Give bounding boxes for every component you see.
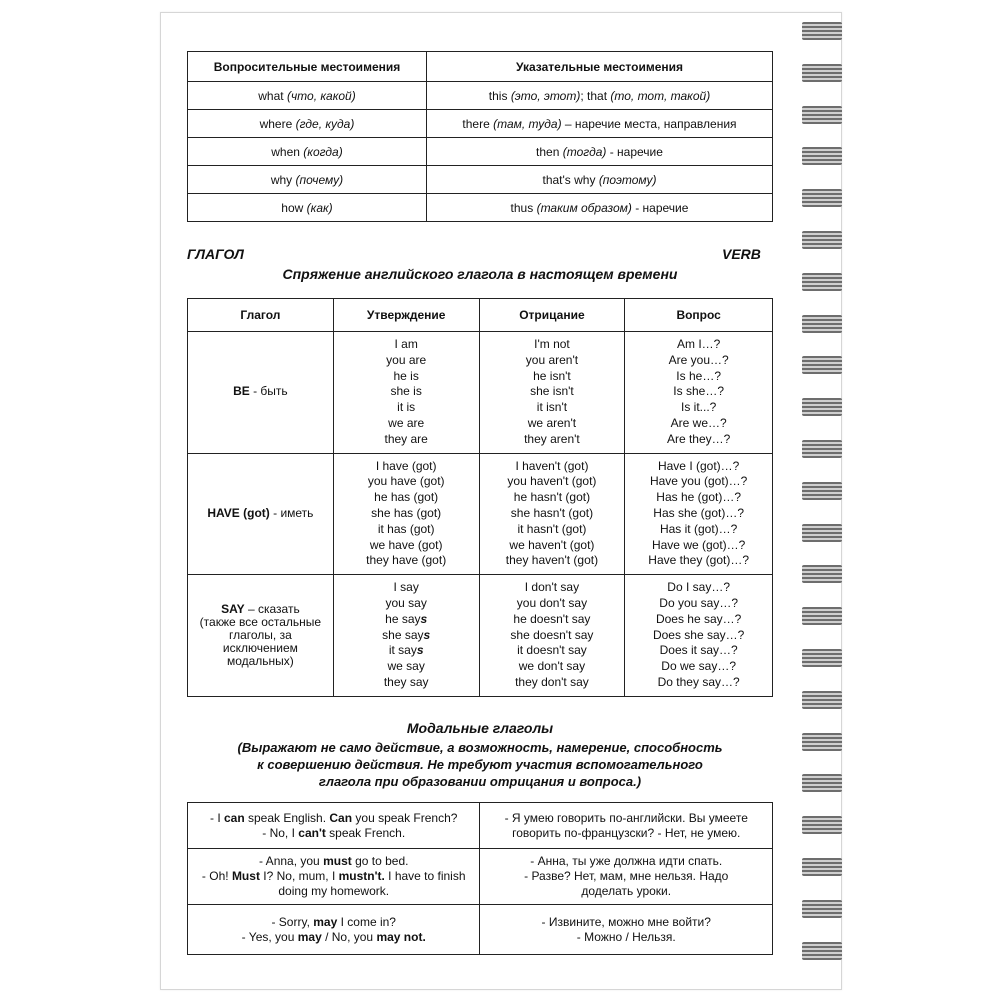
- conjugation-form: Does he say…?: [655, 611, 742, 626]
- demonstrative-cell: then (тогда) - наречие: [426, 138, 772, 166]
- conjugation-form: Have you (got)…?: [649, 474, 748, 489]
- question-cell: [625, 453, 773, 575]
- conjugation-form: Are they…?: [666, 431, 731, 446]
- header-interrogative: Вопросительные местоимения: [188, 52, 427, 82]
- interrogative-cell: where (где, куда): [188, 110, 427, 138]
- negative-cell: [479, 575, 625, 697]
- conjugation-form: Do I say…?: [667, 580, 730, 595]
- conjugation-form: I say: [393, 580, 419, 595]
- conjugation-form: Has it (got)…?: [659, 521, 738, 536]
- conjugation-form: they have (got): [366, 553, 447, 568]
- conjugation-form: it hasn't (got): [517, 521, 587, 536]
- header-demonstrative: Указательные местоимения: [426, 52, 772, 82]
- spiral-binding: [802, 22, 842, 982]
- spiral-coil: [802, 398, 842, 416]
- table-row: [188, 194, 773, 222]
- spiral-coil: [802, 524, 842, 542]
- conjugation-form: I have (got): [375, 458, 437, 473]
- conjugation-form: we are: [388, 415, 425, 430]
- table-row: [188, 905, 773, 955]
- conjugation-form: you say: [385, 595, 427, 610]
- conjugation-form: they aren't: [524, 431, 580, 446]
- conjugation-form: she says: [382, 627, 431, 642]
- spiral-coil: [802, 942, 842, 960]
- conjugation-form: they are: [384, 431, 428, 446]
- spiral-coil: [802, 356, 842, 374]
- conjugation-form: she hasn't (got): [510, 505, 594, 520]
- conjugation-form: Am I…?: [676, 337, 721, 351]
- conjugation-form: we aren't: [527, 415, 577, 430]
- conjugation-form: Do they say…?: [657, 674, 740, 689]
- conjugation-form: Have we (got)…?: [651, 537, 746, 552]
- modal-verbs-title: Модальные глаголы: [406, 720, 554, 736]
- table-row: [188, 849, 773, 905]
- conjugation-form: I am: [394, 337, 418, 351]
- spiral-coil: [802, 607, 842, 625]
- conjugation-form: I don't say: [524, 580, 580, 595]
- spiral-coil: [802, 482, 842, 500]
- conjugation-form: I haven't (got): [515, 458, 589, 473]
- conjugation-form: it doesn't say: [517, 643, 587, 658]
- table-row-say: [188, 575, 773, 697]
- header-question: Вопрос: [625, 299, 773, 332]
- section-title-ru: ГЛАГОЛ: [187, 246, 244, 262]
- conjugation-form: they don't say: [515, 674, 589, 689]
- conjugation-form: it is: [397, 400, 416, 415]
- section-subtitle: Спряжение английского глагола в настоящем времени: [282, 266, 678, 282]
- spiral-coil: [802, 900, 842, 918]
- interrogative-cell: what (что, какой): [188, 82, 427, 110]
- table-row-have: [188, 453, 773, 575]
- conjugation-form: we say: [387, 659, 425, 674]
- conjugation-form: they haven't (got): [505, 553, 599, 568]
- conjugation-table: [187, 298, 773, 697]
- table-row: [188, 138, 773, 166]
- negative-cell: [479, 332, 625, 454]
- conjugation-form: Have I (got)…?: [657, 458, 740, 473]
- header-negative: Отрицание: [479, 299, 625, 332]
- conjugation-form: we have (got): [369, 537, 443, 552]
- conjugation-form: Has he (got)…?: [656, 490, 741, 505]
- conjugation-form: Are we…?: [670, 415, 727, 430]
- affirmative-cell: [333, 453, 479, 575]
- negative-cell: [479, 453, 625, 575]
- conjugation-form: Does it say…?: [659, 643, 738, 658]
- spiral-coil: [802, 231, 842, 249]
- table-header-row: [188, 52, 773, 82]
- conjugation-form: Have they (got)…?: [648, 553, 750, 568]
- spiral-coil: [802, 816, 842, 834]
- interrogative-cell: how (как): [188, 194, 427, 222]
- spiral-coil: [802, 189, 842, 207]
- affirmative-cell: [333, 575, 479, 697]
- conjugation-form: Has she (got)…?: [653, 505, 744, 520]
- conjugation-form: she has (got): [371, 505, 442, 520]
- conjugation-form: Is he…?: [676, 368, 721, 383]
- russian-translation-cell: - Я умею говорить по-английски. Вы умеете говорить по-французски? - Нет, не умею.: [480, 803, 773, 849]
- conjugation-form: you have (got): [367, 474, 445, 489]
- modal-verbs-description: (Выражают не само действие, а возможность, намерение, способность к совершению действия. Не требуют участия вспомогательного глагола при образовании отрицания и вопроса.): [237, 740, 723, 789]
- table-row: [188, 82, 773, 110]
- table-header-row: [188, 299, 773, 332]
- modal-examples-table: [187, 802, 773, 955]
- spiral-coil: [802, 64, 842, 82]
- russian-translation-cell: - Анна, ты уже должна идти спать. - Разве? Нет, мам, мне нельзя. Надо доделать уроки.: [480, 849, 773, 905]
- section-title-en: VERB: [722, 246, 761, 262]
- spiral-coil: [802, 565, 842, 583]
- conjugation-form: Is it...?: [680, 400, 717, 415]
- spiral-coil: [802, 106, 842, 124]
- russian-translation-cell: - Извините, можно мне войти? - Можно / Нельзя.: [480, 905, 773, 955]
- conjugation-form: we haven't (got): [509, 537, 595, 552]
- conjugation-form: I'm not: [534, 337, 570, 351]
- english-example-cell: - Anna, you must go to bed. - Oh! Must I? No, mum, I mustn't. I have to finish doing my homework.: [188, 849, 480, 905]
- verb-cell: BE - быть: [188, 332, 334, 454]
- conjugation-form: it has (got): [377, 521, 435, 536]
- header-affirmative: Утверждение: [333, 299, 479, 332]
- table-row: [188, 166, 773, 194]
- demonstrative-cell: this (это, этот); that (то, тот, такой): [426, 82, 772, 110]
- header-verb: Глагол: [188, 299, 334, 332]
- spiral-coil: [802, 733, 842, 751]
- spiral-coil: [802, 273, 842, 291]
- conjugation-form: you don't say: [516, 595, 588, 610]
- conjugation-form: she doesn't say: [510, 627, 594, 642]
- conjugation-form: he is: [393, 368, 419, 383]
- table-row-be: [188, 332, 773, 454]
- verb-cell: SAY – сказать (также все остальные глаголы, за исключением модальных): [188, 575, 334, 697]
- table-row: [188, 110, 773, 138]
- conjugation-form: he isn't: [533, 368, 571, 383]
- conjugation-form: he hasn't (got): [513, 490, 591, 505]
- conjugation-form: it isn't: [536, 400, 568, 415]
- conjugation-form: he has (got): [374, 490, 439, 505]
- conjugation-form: he says: [385, 611, 428, 626]
- conjugation-form: you are: [386, 352, 427, 367]
- conjugation-form: Do we say…?: [661, 659, 736, 674]
- demonstrative-cell: thus (таким образом) - наречие: [426, 194, 772, 222]
- demonstrative-cell: there (там, туда) – наречие места, направления: [426, 110, 772, 138]
- spiral-coil: [802, 774, 842, 792]
- pronouns-table: [187, 51, 773, 222]
- conjugation-form: she is: [390, 384, 422, 399]
- table-row: [188, 803, 773, 849]
- conjugation-form: Is she…?: [673, 384, 724, 399]
- english-example-cell: - I can speak English. Can you speak French? - No, I can't speak French.: [188, 803, 480, 849]
- conjugation-form: it says: [388, 643, 424, 658]
- conjugation-form: you aren't: [525, 352, 579, 367]
- conjugation-form: he doesn't say: [513, 611, 591, 626]
- spiral-coil: [802, 315, 842, 333]
- spiral-coil: [802, 22, 842, 40]
- verb-cell: HAVE (got) - иметь: [188, 453, 334, 575]
- interrogative-cell: why (почему): [188, 166, 427, 194]
- conjugation-form: she isn't: [530, 384, 574, 399]
- question-cell: [625, 575, 773, 697]
- spiral-coil: [802, 858, 842, 876]
- spiral-coil: [802, 649, 842, 667]
- spiral-coil: [802, 691, 842, 709]
- conjugation-form: we don't say: [518, 659, 586, 674]
- affirmative-cell: [333, 332, 479, 454]
- question-cell: [625, 332, 773, 454]
- interrogative-cell: when (когда): [188, 138, 427, 166]
- conjugation-form: Does she say…?: [652, 627, 745, 642]
- conjugation-form: they say: [383, 674, 429, 689]
- english-example-cell: - Sorry, may I come in? - Yes, you may / No, you may not.: [188, 905, 480, 955]
- conjugation-form: you haven't (got): [507, 474, 597, 489]
- demonstrative-cell: that's why (поэтому): [426, 166, 772, 194]
- conjugation-form: Do you say…?: [659, 595, 738, 610]
- conjugation-form: Are you…?: [668, 352, 729, 367]
- spiral-coil: [802, 440, 842, 458]
- spiral-coil: [802, 147, 842, 165]
